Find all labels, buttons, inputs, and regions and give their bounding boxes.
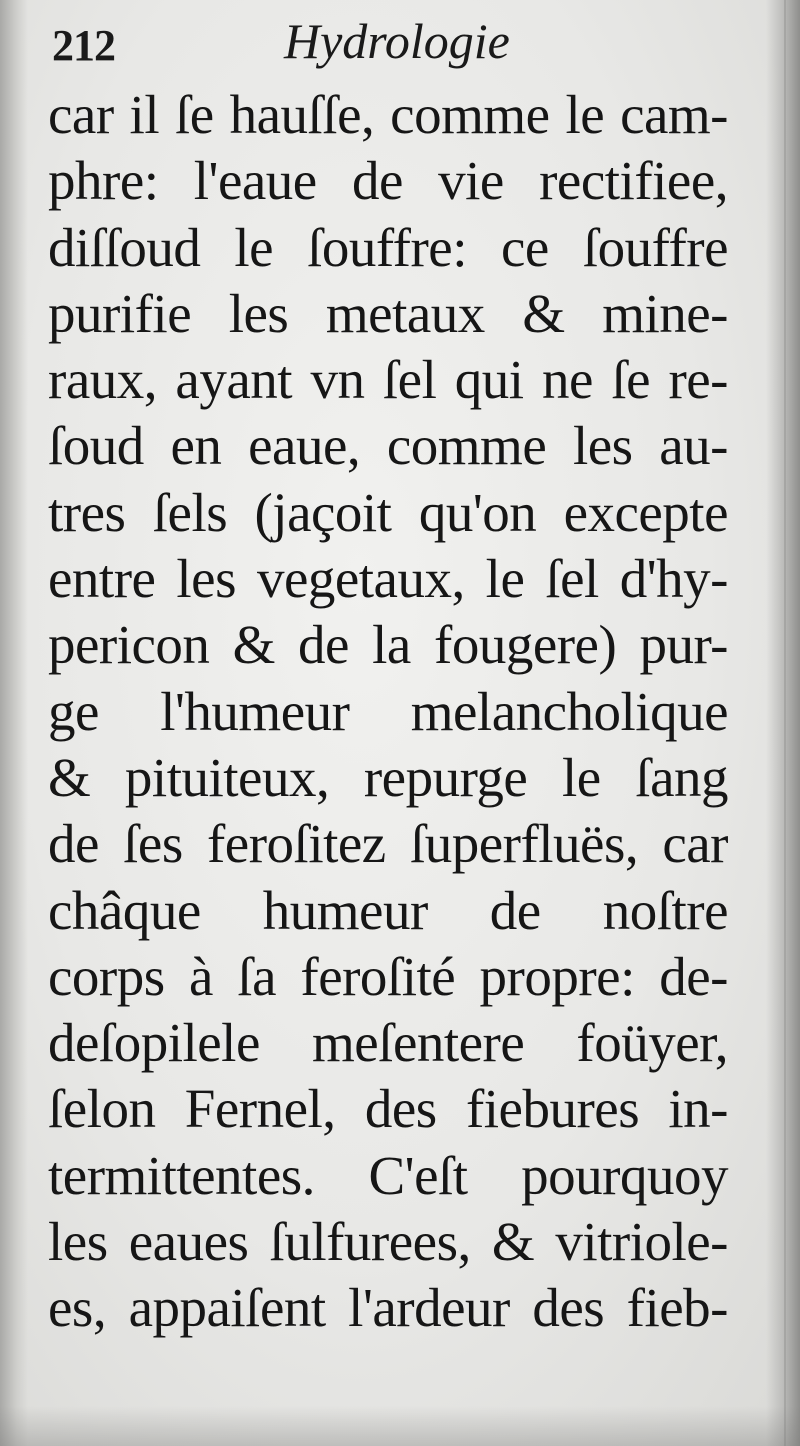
text-line: pericon & de la fougere) pur- xyxy=(48,614,728,676)
text-line: corps à ſa feroſité propre: de- xyxy=(48,945,728,1007)
text-line: les eaues ſulfurees, & vitriole- xyxy=(48,1211,728,1273)
text-line: de ſes feroſitez ſuperfluës, car xyxy=(48,813,728,875)
text-line: purifie les metaux & mine- xyxy=(48,282,728,344)
page-edge xyxy=(766,0,800,1446)
text-line: es, appaiſent l'ardeur des fieb- xyxy=(48,1277,728,1339)
text-line: châque humeur de noſtre xyxy=(48,879,728,941)
body-text xyxy=(48,82,728,1342)
text-line: raux, ayant vn ſel qui ne ſe re- xyxy=(48,349,728,411)
text-line: deſopilele meſentere foüyer, xyxy=(48,1012,728,1074)
text-line: entre les vegetaux, le ſel d'hy- xyxy=(48,548,728,610)
spine-shadow xyxy=(0,0,28,1446)
page-edge-line xyxy=(784,0,786,1446)
text-line: ge l'humeur melancholique xyxy=(48,680,728,742)
text-line: ſelon Fernel, des fiebures in- xyxy=(48,1078,728,1140)
text-line: & pituiteux, repurge le ſang xyxy=(48,746,728,808)
text-line: diſſoud le ſouffre: ce ſouffre xyxy=(48,216,728,278)
running-head: Hydrologie xyxy=(284,13,510,69)
text-line: termittentes. C'eſt pourquoy xyxy=(48,1144,728,1206)
text-line: car il ſe hauſſe, comme le cam- xyxy=(48,84,728,145)
bottom-shadow xyxy=(0,1406,800,1446)
text-line: phre: l'eaue de vie rectifiee, xyxy=(48,150,728,212)
text-line: ſoud en eaue, comme les au- xyxy=(48,415,728,477)
page-number: 212 xyxy=(52,21,115,70)
text-line: tres ſels (jaçoit qu'on excepte xyxy=(48,481,728,543)
page-header xyxy=(52,12,732,72)
